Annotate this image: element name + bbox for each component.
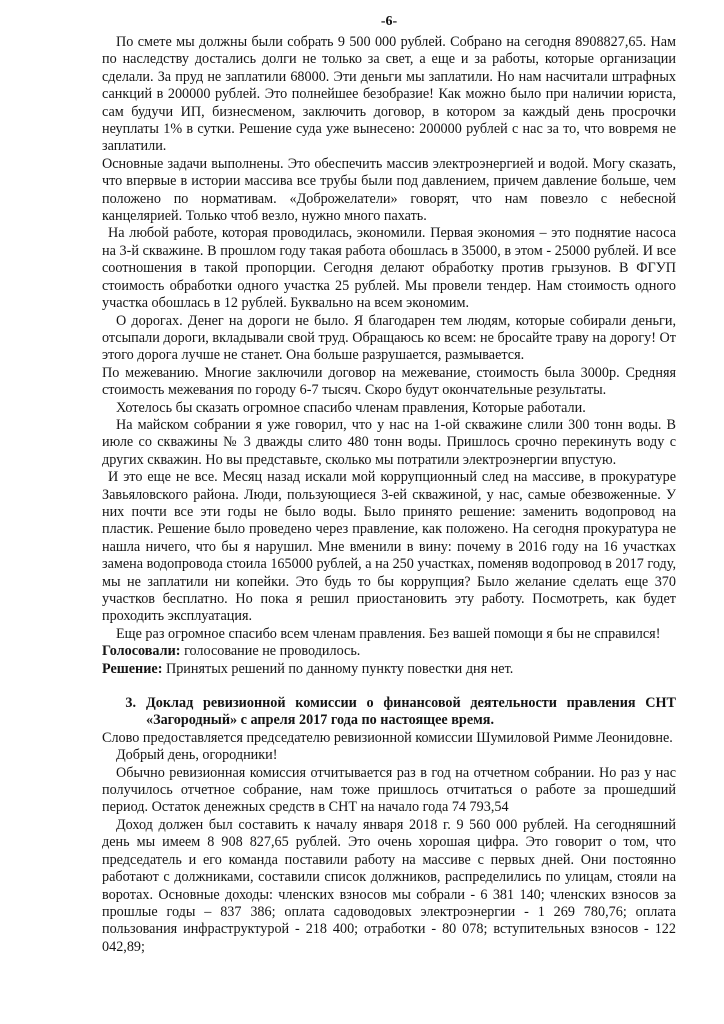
paragraph-thanks: Хотелось бы сказать огромное спасибо членам правления, Которые работали.: [116, 399, 586, 416]
vote-label: Голосовали:: [102, 643, 181, 660]
paragraph-audit-intro: Обычно ревизионная комиссия отчитывается раз в год на отчетном собрании. Но раз у нас получилось отчетное собрание, нам тоже пришлось отчитаться о работе за прошедший период. Остаток денежных средств в СНТ на начало года 74 793,54: [102, 764, 676, 816]
paragraph-wells: На майском собрании я уже говорил, что у нас на 1-ой скважине слили 300 тонн воды. В июле со скважины № 3 дважды слито 480 тонн воды. Пришлось срочно перекинуть воду с других скважин. Но вы представьте, сколько мы потратили электроэнергии впустую.: [102, 416, 676, 468]
paragraph-floor-given: Слово предоставляется председателю ревизионной комиссии Шумиловой Римме Леонидовне.: [102, 729, 673, 746]
paragraph-greeting: Добрый день, огородники!: [116, 747, 278, 764]
paragraph-income: Доход должен был составить к началу января 2018 г. 9 560 000 рублей. На сегодняшний день мы имеем 8 908 827,65 рублей. Это очень хорошая цифра. Это говорит о том, что председатель и его команда поставили работу на массиве с первых дней. Они постоянно работают с должниками, составили список должников, распределились по улицам, стояли на воротах. Основные доходы: членских взносов мы собрали - 6 381 140; членских взносов за прошлые годы – 837 386; оплата садоводовых электроэнергии - 1 269 780,76; оплата пользования инфраструктурой - 218 400; отработки - 80 078; вступительных взносов - 122 042,89;: [102, 816, 676, 955]
section-title: Доклад ревизионной комиссии о финансовой деятельности правления СНТ «Загородный» с апреля 2017 года по настоящее время.: [146, 695, 676, 729]
paragraph-main-tasks: Основные задачи выполнены. Это обеспечить массив электроэнергией и водой. Могу сказать, что впервые в истории массива все трубы были под давлением, причем давление больше, чем положено по нормативам. «Доброжелатели» говорят, что нам повезло с небесной канцелярией. Только чтоб везло, нужно много пахать.: [102, 155, 676, 225]
paragraph-final-thanks: Еще раз огромное спасибо всем членам правления. Без вашей помощи я бы не справился!: [116, 625, 661, 642]
paragraph-savings: На любой работе, которая проводилась, экономили. Первая экономия – это поднятие насоса на 3-й скважине. В прошлом году такая работа обошлась в 35000, в этом - 25000 рублей. И все соотношения в такой пропорции. Сегодня делают обработку против грызунов. В ФГУП стоимость обработки одного участка 25 рублей. Мы провели тендер. Нам стоимость одного участка обошлась в 12 рублей. Буквально на всем экономим.: [102, 225, 676, 312]
paragraph-surveying: По межеванию. Многие заключили договор на межевание, стоимость была 3000р. Средняя стоимость межевания по городу 6-7 тысяч. Скоро будут окончательные результаты.: [102, 364, 676, 399]
vote-text: голосование не проводилось.: [180, 643, 361, 660]
paragraph-prosecutor: И это еще не все. Месяц назад искали мой коррупционный след на массиве, в прокуратуре Завьяловского района. Люди, пользующиеся 3-ей скважиной, у нас, самые обезвоженные. У них почти все эти годы не было воды. Было принято решение: заменить водопровод на пластик. Решение было проведено через правление, как положено. На сегодня прокуратура не нашла ничего, что бы я нарушил. Мне вменили в вину: почему в 2016 году на 16 участках замена водопровода стоила 165000 рублей, а на 250 участках, поменяв водопровод в 2017 году, мы не заплатили ни копейки. Это будь то бы коррупция? Было желание сделать еще 370 участков бесплатно. Но пока я решил приостановить эту работу. Посмотреть, как будет проходить эксплуатация.: [102, 469, 676, 625]
decision-text: Принятых решений по данному пункту повестки дня нет.: [162, 660, 514, 677]
paragraph-estimate: По смете мы должны были собрать 9 500 000 рублей. Собрано на сегодня 8908827,65. Нам по наследству достались долги не только за свет, а еще и за работы, которые организации сделали. За пруд не заплатили 68000. Эти деньги мы заплатили. Но нам насчитали штрафных санкций в 200000 рублей. Это полнейшее безобразие! Как можно было при наличии юриста, сам будучи ИП, бизнесменом, заключить договор, в котором за каждый день просрочки неуплаты 1% в сутки. Решение суда уже вынесено: 200000 рублей с нас за то, что вовремя не заплатили.: [102, 34, 676, 155]
decision-label: Решение:: [102, 660, 163, 677]
section-number: 3.: [125, 695, 136, 712]
paragraph-roads: О дорогах. Денег на дороги не было. Я благодарен тем людям, которые собирали деньги, отсыпали дороги, вкладывали свой труд. Обращаюсь ко всем: не бросайте траву на дорогу! От этого дорога лучше не станет. Она больше разрушается, размывается.: [102, 312, 676, 364]
decision-line: [102, 661, 676, 678]
page-number: -6-: [380, 14, 398, 29]
vote-line: [102, 643, 676, 660]
section-heading: [102, 695, 676, 730]
